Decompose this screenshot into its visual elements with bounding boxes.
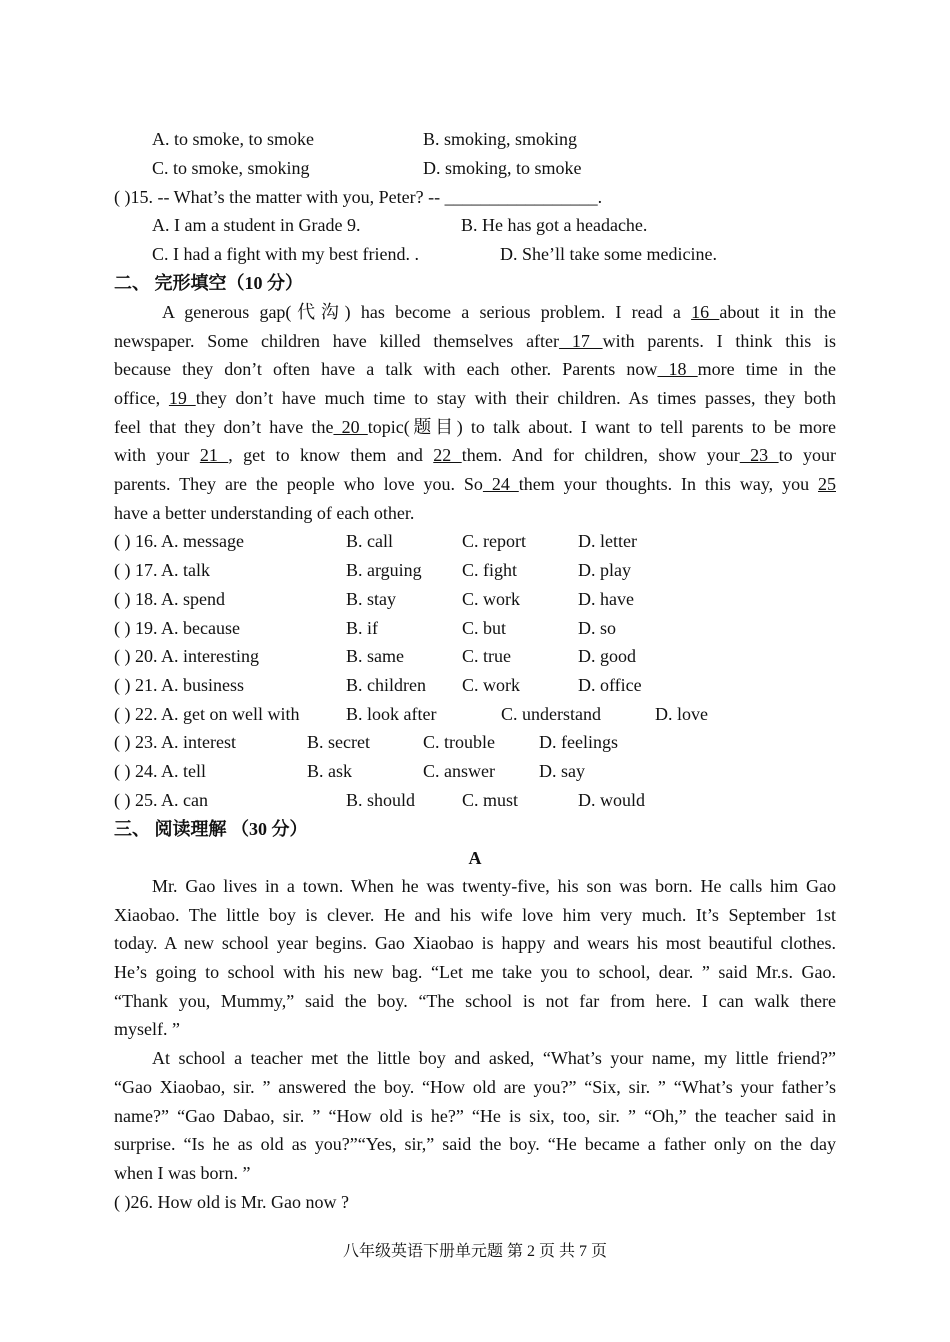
passage-a-p2-line-1: At school a teacher met the little boy and asked, “What’s your name, my little friend?” [152, 1048, 836, 1068]
q15-options-row-2 [114, 240, 836, 269]
cloze-line-2: newspaper. Some children have killed themselves after 17 with parents. I think this is [114, 331, 836, 351]
section-3-title: 三、 阅读理解 （30 分） [114, 819, 308, 839]
blank-23: 23 [739, 445, 779, 465]
cloze-line-8: have a better understanding of each other. [114, 503, 415, 523]
q15-option-c: C. I had a fight with my best friend. . [152, 244, 419, 264]
cloze-question-18: ( ) 18. A. spend B. stay C. work D. have [114, 589, 634, 609]
cloze-question-17: ( ) 17. A. talk B. arguing C. fight D. play [114, 560, 631, 580]
passage-a-p2-line-5: when I was born. ” [114, 1163, 251, 1183]
cloze-line-1: A generous gap(代沟) has become a serious problem. I read a 16 about it in the [162, 302, 837, 322]
q14-option-d: D. smoking, to smoke [423, 158, 582, 178]
q15-option-b: B. He has got a headache. [461, 215, 648, 235]
page-footer: 八年级英语下册单元题 第 2 页 共 7 页 [342, 1243, 607, 1260]
q14-option-b: B. smoking, smoking [423, 129, 578, 149]
passage-a-heading: A [468, 848, 482, 868]
blank-18: 18 [657, 359, 698, 379]
blank-21: 21 [199, 445, 229, 465]
blank-25: 25 [818, 474, 836, 494]
q14-option-a: A. to smoke, to smoke [152, 129, 314, 149]
question-26: ( )26. How old is Mr. Gao now ? [114, 1192, 349, 1212]
cloze-question-16: ( ) 16. A. message B. call C. report D. letter [114, 531, 637, 551]
passage-a-p1-line-1: Mr. Gao lives in a town. When he was twenty-five, his son was born. He calls him Gao [152, 876, 836, 896]
passage-a-p2-line-2: “Gao Xiaobao, sir. ” answered the boy. “How old are you?” “Six, sir. ” “What’s your father’s [114, 1077, 836, 1097]
passage-a-p2-line-4: surprise. “Is he as old as you?”“Yes, sir,” said the boy. “He became a father only on the day [114, 1134, 836, 1154]
q15-stem: ( )15. -- What’s the matter with you, Peter? -- _________________. [114, 187, 603, 207]
section-2-title: 二、 完形填空（10 分） [114, 273, 303, 293]
passage-a-p1-line-5: “Thank you, Mummy,” said the boy. “The school is not far from here. I can walk there [114, 991, 836, 1011]
q15-option-d: D. She’ll take some medicine. [500, 244, 717, 264]
blank-22: 22 [433, 445, 462, 465]
cloze-line-5: feel that they don’t have the 20 topic(题目) to talk about. I want to tell parents to be more [114, 417, 837, 437]
cloze-line-4: office, 19 they don’t have much time to stay with their children. As times passes, they both [114, 388, 837, 408]
q14-options-row-2 [114, 154, 836, 183]
cloze-line-3: because they don’t often have a talk with each other. Parents now 18 more time in the [114, 359, 837, 379]
cloze-line-6: with your 21 , get to know them and 22 them. And for children, show your 23 to your [114, 445, 837, 465]
cloze-question-22: ( ) 22. A. get on well with B. look after C. understand D. love [114, 704, 708, 724]
passage-a-p1-line-3: today. A new school year begins. Gao Xiaobao is happy and wears his most beautiful clothes. [114, 933, 836, 953]
passage-a-p1-line-2: Xiaobao. The little boy is clever. He and his wife love him very much. It’s September 1st [114, 905, 836, 925]
blank-19: 19 [168, 388, 196, 408]
cloze-question-21: ( ) 21. A. business B. children C. work D. office [114, 675, 642, 695]
cloze-question-20: ( ) 20. A. interesting B. same C. true D. good [114, 646, 636, 666]
q14-options-row-1 [114, 125, 836, 154]
passage-a-p1-line-4: He’s going to school with his new bag. “Let me take you to school, dear. ” said Mr.s. Gao. [114, 962, 836, 982]
cloze-question-23: ( ) 23. A. interest B. secret C. trouble D. feelings [114, 732, 618, 752]
q15-options-row-1 [114, 211, 836, 240]
q14-option-c: C. to smoke, smoking [152, 158, 310, 178]
blank-17: 17 [559, 331, 603, 351]
q15-option-a: A. I am a student in Grade 9. [152, 215, 361, 235]
blank-20: 20 [333, 417, 368, 437]
cloze-line-7: parents. They are the people who love you. So 24 them your thoughts. In this way, you 25 [114, 474, 836, 494]
cloze-question-24: ( ) 24. A. tell B. ask C. answer D. say [114, 761, 585, 781]
blank-16: 16 [691, 302, 720, 322]
passage-a-p2-line-3: name?” “Gao Dabao, sir. ” “How old is he?” “He is six, too, sir. ” “Oh,” the teacher said in [114, 1106, 836, 1126]
cloze-question-19: ( ) 19. A. because B. if C. but D. so [114, 618, 617, 638]
passage-a-p1-line-6: myself. ” [114, 1019, 180, 1039]
cloze-question-25: ( ) 25. A. can B. should C. must D. would [114, 790, 645, 810]
blank-24: 24 [482, 474, 519, 494]
